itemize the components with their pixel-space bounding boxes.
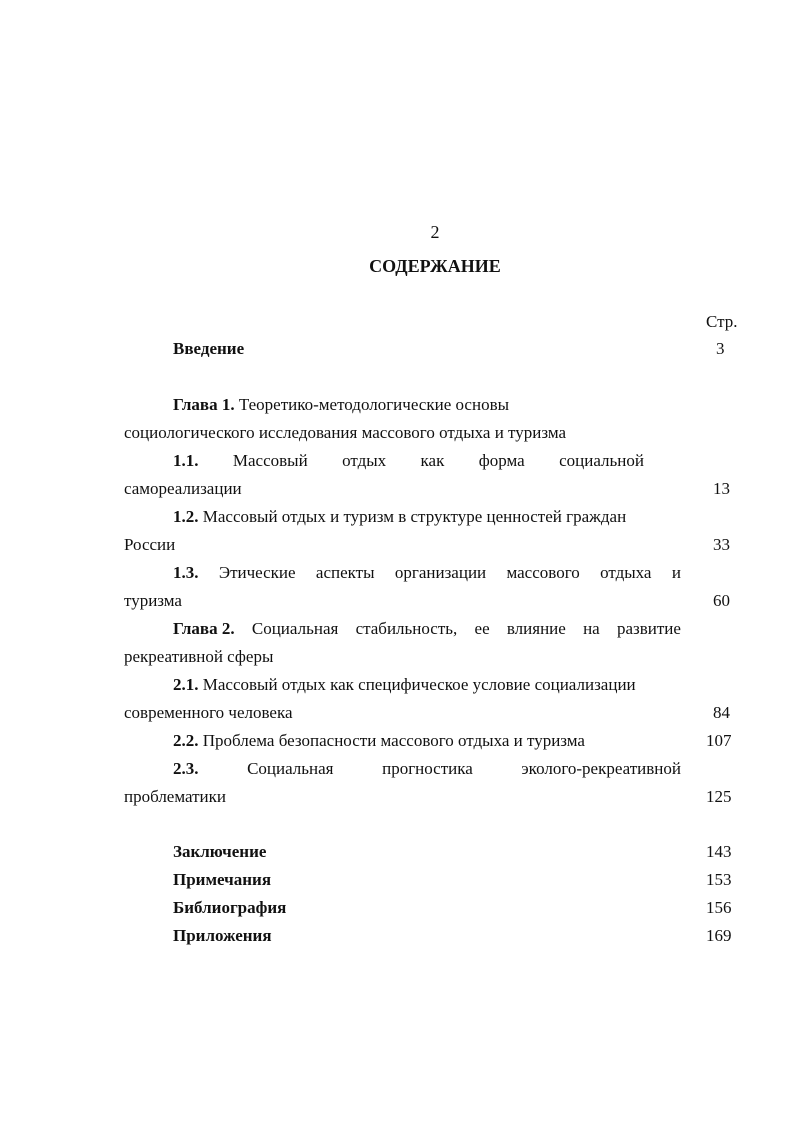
word: как xyxy=(420,451,445,470)
section-title: Массовый отдых и туризм в структуре ценностей граждан xyxy=(202,507,627,526)
toc-chapter2-line2: рекреативной сферы xyxy=(124,647,274,666)
toc-chapter1-line1 xyxy=(173,395,509,415)
toc-notes-page: 153 xyxy=(706,870,732,889)
toc-section-1-2-line2: России xyxy=(124,535,176,554)
toc-conclusion-label: Заключение xyxy=(173,842,267,861)
toc-intro-page: 3 xyxy=(716,339,725,358)
page-title: СОДЕРЖАНИЕ xyxy=(369,256,501,276)
section-number: 1.2. xyxy=(173,507,199,526)
section-number: 2.3. xyxy=(173,759,199,778)
word: прогностика xyxy=(382,759,473,778)
word: Массовый xyxy=(232,451,308,470)
toc-section-2-2-line1 xyxy=(173,731,585,751)
toc-section-2-1-line1 xyxy=(173,675,636,695)
word: организации xyxy=(394,563,487,582)
toc-section-2-3-line2: проблематики xyxy=(124,787,226,806)
chapter2-number: Глава 2. xyxy=(173,619,235,638)
section-number: 2.2. xyxy=(173,731,199,750)
toc-chapter2-line1 xyxy=(173,619,681,639)
toc-bibliography-page: 156 xyxy=(706,898,732,917)
toc-section-2-1-line2: современного человека xyxy=(124,703,293,722)
toc-section-1-3-page: 60 xyxy=(713,591,730,610)
word: массового xyxy=(506,563,580,582)
word: Социальная xyxy=(247,759,334,778)
section-number: 1.3. xyxy=(173,563,199,582)
word: Социальная xyxy=(251,619,339,638)
section-number: 2.1. xyxy=(173,675,199,694)
word: на xyxy=(583,619,600,638)
word: форма xyxy=(478,451,525,470)
word: и xyxy=(671,563,681,582)
word: ее xyxy=(474,619,490,638)
toc-conclusion-page: 143 xyxy=(706,842,732,861)
toc-intro-label: Введение xyxy=(173,339,245,358)
word: аспекты xyxy=(315,563,375,582)
toc-section-1-3-line2: туризма xyxy=(124,591,182,610)
toc-section-1-2-page: 33 xyxy=(713,535,730,554)
toc-appendices-page: 169 xyxy=(706,926,732,945)
toc-section-2-2-page: 107 xyxy=(706,731,732,750)
toc-notes-label: Примечания xyxy=(173,870,272,889)
page-number: 2 xyxy=(430,222,440,242)
toc-section-2-1-page: 84 xyxy=(713,703,730,722)
toc-bibliography-label: Библиография xyxy=(173,898,287,917)
word: отдых xyxy=(342,451,387,470)
toc-appendices-label: Приложения xyxy=(173,926,272,945)
toc-chapter1-line2: социологического исследования массового отдыха и туризма xyxy=(124,423,567,442)
toc-section-1-1-page: 13 xyxy=(713,479,730,498)
chapter1-number: Глава 1. xyxy=(173,395,235,414)
page-column-header: Стр. xyxy=(706,312,738,331)
word: Этические xyxy=(218,563,296,582)
toc-section-1-3-line1 xyxy=(173,563,681,583)
word: отдыха xyxy=(600,563,652,582)
section-number: 1.1. xyxy=(173,451,199,470)
word: влияние xyxy=(506,619,566,638)
word: эколого-рекреативной xyxy=(521,759,681,778)
toc-section-1-2-line1 xyxy=(173,507,626,527)
toc-section-2-3-page: 125 xyxy=(706,787,732,806)
word: развитие xyxy=(616,619,681,638)
toc-section-2-3-line1 xyxy=(173,759,681,779)
word: стабильность, xyxy=(355,619,458,638)
toc-section-1-1-line1 xyxy=(173,451,644,471)
chapter1-title-part1: Теоретико-методологические основы xyxy=(238,395,510,414)
section-title: Массовый отдых как специфическое условие социализации xyxy=(202,675,636,694)
word: социальной xyxy=(559,451,644,470)
section-title: Проблема безопасности массового отдыха и туризма xyxy=(202,731,585,750)
toc-section-1-1-line2: самореализации xyxy=(124,479,242,498)
